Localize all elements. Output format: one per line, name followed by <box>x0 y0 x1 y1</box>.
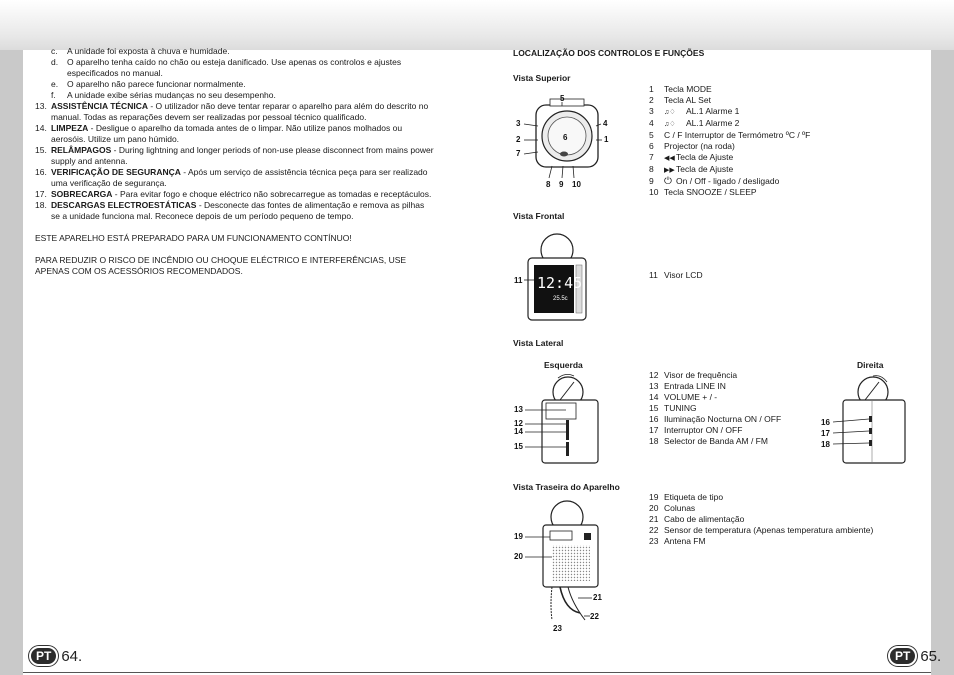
legend-item <box>649 106 810 118</box>
legend-item <box>649 492 873 503</box>
legend-text: Entrada LINE IN <box>664 381 726 391</box>
page-number-right <box>888 646 941 666</box>
legend-number: 10 <box>649 187 659 197</box>
item-title: LIMPEZA <box>51 123 89 133</box>
num-20: 20 <box>514 552 523 561</box>
legend-number: 4 <box>649 118 654 128</box>
legend-text: VOLUME + / - <box>664 392 718 402</box>
footer-rule <box>23 672 931 673</box>
legend-text: Projector (na roda) <box>664 141 735 151</box>
legend-text: Antena FM <box>664 536 706 546</box>
legend-number: 3 <box>649 106 654 116</box>
music-bell-icon: ♫♢ <box>664 121 676 128</box>
legend-item <box>649 370 781 381</box>
forward-icon: ▶▶ <box>664 167 675 174</box>
legend-text: C / F Interruptor de Termómetro ºC / ºF <box>664 130 811 140</box>
legend-text: Iluminação Nocturna ON / OFF <box>664 414 782 424</box>
legend-number: 5 <box>649 130 654 140</box>
item-title: ASSISTÊNCIA TÉCNICA <box>51 101 148 111</box>
num-4: 4 <box>603 119 608 128</box>
item-number: 18. <box>35 200 47 210</box>
legend-number: 19 <box>649 492 659 502</box>
legend-item <box>649 514 873 525</box>
item-text: A unidade foi exposta à chuva e humidade. <box>67 46 230 56</box>
top-view-label: Vista Superior <box>513 73 571 83</box>
num-12: 12 <box>514 419 523 428</box>
num-1: 1 <box>604 135 609 144</box>
legend-text: Tecla de Ajuste <box>676 164 734 174</box>
legend-item <box>649 392 781 403</box>
legend-number: 8 <box>649 164 654 174</box>
back-view-list <box>649 492 873 547</box>
num-10: 10 <box>572 180 581 189</box>
num-5: 5 <box>560 94 565 103</box>
num-6: 6 <box>563 133 568 142</box>
legend-number: 23 <box>649 536 659 546</box>
legend-item <box>649 130 810 141</box>
legend-number: 6 <box>649 141 654 151</box>
top-view-diagram <box>510 90 620 195</box>
legend-item <box>649 503 873 514</box>
legend-number: 13 <box>649 381 659 391</box>
legend-text: Tecla MODE <box>664 84 712 94</box>
item-title: SOBRECARGA <box>51 189 113 199</box>
item-text: - Desconecte das fontes de alimentação e remova as pilhas se a unidade funciona mal. Reconece depois de um período pequeno de tempo. <box>51 200 425 221</box>
item-text: - Desligue o aparelho da tomada antes de o limpar. Não utilize panos molhados ou aerosóis. Utilize um pano húmido. <box>51 123 403 144</box>
legend-text: Cabo de alimentação <box>664 514 745 524</box>
item-marker: f. <box>51 90 56 100</box>
legend-text: Selector de Banda AM / FM <box>664 436 768 446</box>
legend-number: 11 <box>649 270 658 280</box>
left-side-label: Esquerda <box>544 360 583 370</box>
legend-item <box>649 414 781 425</box>
legend-text: Colunas <box>664 503 696 513</box>
item-number: 13. <box>35 101 47 111</box>
legend-item <box>649 187 810 198</box>
side-view-label: Vista Lateral <box>513 338 564 348</box>
item-text: - Após um serviço de assistência técnica peça para ser realizado uma verificação de segurança. <box>51 167 428 188</box>
num-19: 19 <box>514 532 523 541</box>
item-text: - During lightning and longer periods of non-use please disconnect from mains power supply and antenna. <box>51 145 434 166</box>
num-15: 15 <box>514 442 523 451</box>
num-3: 3 <box>516 119 521 128</box>
item-title: DESCARGAS ELECTROESTÁTICAS <box>51 200 197 210</box>
page-number: 65. <box>920 647 942 665</box>
legend-item <box>649 164 810 176</box>
legend-text: Visor LCD <box>664 270 703 280</box>
legend-text: Tecla SNOOZE / SLEEP <box>664 187 757 197</box>
legend-item <box>649 152 810 164</box>
legend-item <box>649 270 703 281</box>
legend-number: 9 <box>649 176 654 186</box>
legend-text: Tecla AL Set <box>664 95 711 105</box>
power-icon: ⏻ <box>664 176 672 187</box>
item-marker: c. <box>51 46 58 56</box>
item-number: 15. <box>35 145 47 155</box>
legend-number: 15 <box>649 403 659 413</box>
legend-item <box>649 381 781 392</box>
lcd-temp: 25.5c <box>553 296 568 302</box>
item-title: VERIFICAÇÃO DE SEGURANÇA <box>51 167 181 177</box>
legend-item <box>649 95 810 106</box>
legend-text: AL.1 Alarme 2 <box>686 118 740 128</box>
legend-number: 20 <box>649 503 659 513</box>
safety-item <box>35 123 435 145</box>
left-page-text <box>35 46 435 277</box>
num-2: 2 <box>516 135 521 144</box>
back-view-diagram <box>510 495 620 635</box>
legend-number: 22 <box>649 525 659 535</box>
language-badge: PT <box>29 646 58 666</box>
legend-item <box>649 403 781 414</box>
num-13: 13 <box>514 405 523 414</box>
right-side-label: Direita <box>857 360 884 370</box>
left-margin-bar <box>0 50 23 675</box>
legend-number: 1 <box>649 84 654 94</box>
safety-item <box>35 145 435 167</box>
legend-item <box>649 525 873 536</box>
num-7: 7 <box>516 149 521 158</box>
safety-item <box>35 200 435 222</box>
fire-risk-warning: PARA REDUZIR O RISCO DE INCÊNDIO OU CHOQUE ELÉCTRICO E INTERFERÊNCIAS, USE APENAS COM OS ACESSÓRIOS RECOMENDADOS. <box>35 255 407 276</box>
legend-item <box>649 84 810 95</box>
legend-number: 21 <box>649 514 659 524</box>
legend-text: Visor de frequência <box>664 370 738 380</box>
rewind-icon: ◀◀ <box>664 155 675 162</box>
right-margin-bar <box>931 50 954 675</box>
num-17: 17 <box>821 429 830 438</box>
legend-item <box>649 118 810 130</box>
item-number: 14. <box>35 123 47 133</box>
front-view-diagram <box>510 228 620 328</box>
safety-item <box>35 101 435 123</box>
item-number: 17. <box>35 189 47 199</box>
page-number-left <box>29 646 82 666</box>
side-left-diagram <box>510 370 620 470</box>
item-text: - O utilizador não deve tentar reparar o aparelho para além do descrito no manual. Todas as reparações devem ser realizadas por pessoal técnico qualificado. <box>51 101 429 122</box>
back-view-label: Vista Traseira do Aparelho <box>513 482 620 492</box>
lcd-time: 12:45 <box>537 274 583 292</box>
item-marker: d. <box>51 57 59 67</box>
item-text: A unidade exibe sérias mudanças no seu desempenho. <box>67 90 276 100</box>
legend-item <box>649 141 810 152</box>
legend-number: 2 <box>649 95 654 105</box>
sub-list-item <box>35 46 435 57</box>
legend-number: 16 <box>649 414 659 424</box>
num-22: 22 <box>590 612 599 621</box>
item-title: RELÂMPAGOS <box>51 145 112 155</box>
music-bell-icon: ♫♢ <box>664 109 676 116</box>
legend-item <box>649 425 781 436</box>
section-title: LOCALIZAÇÃO DOS CONTROLOS E FUNÇÕES <box>513 48 705 58</box>
side-right-diagram <box>815 370 915 470</box>
num-21: 21 <box>593 593 602 602</box>
legend-number: 7 <box>649 152 654 162</box>
legend-text: AL.1 Alarme 1 <box>686 106 740 116</box>
item-text: O aparelho não parece funcionar normalmente. <box>67 79 246 89</box>
legend-item <box>649 436 781 447</box>
sub-list-item <box>35 57 435 79</box>
legend-text: On / Off - ligado / desligado <box>676 176 780 186</box>
legend-number: 14 <box>649 392 659 402</box>
front-view-label: Vista Frontal <box>513 211 565 221</box>
top-view-list <box>649 84 810 198</box>
side-view-list <box>649 370 781 447</box>
num-16: 16 <box>821 418 830 427</box>
sub-list-item <box>35 79 435 90</box>
legend-number: 18 <box>649 436 659 446</box>
num-18: 18 <box>821 440 830 449</box>
legend-item <box>649 536 873 547</box>
num-23: 23 <box>553 624 562 633</box>
legend-number: 12 <box>649 370 659 380</box>
num-14: 14 <box>514 427 523 436</box>
front-view-list <box>649 270 703 281</box>
legend-item <box>649 176 810 187</box>
num-9: 9 <box>559 180 564 189</box>
legend-text: Sensor de temperatura (Apenas temperatura ambiente) <box>664 525 874 535</box>
legend-text: TUNING <box>664 403 697 413</box>
num-11: 11 <box>514 276 523 285</box>
legend-text: Etiqueta de tipo <box>664 492 724 502</box>
legend-text: Interruptor ON / OFF <box>664 425 743 435</box>
top-band <box>0 0 954 50</box>
sub-list-item <box>35 90 435 101</box>
safety-item <box>35 167 435 189</box>
legend-number: 17 <box>649 425 659 435</box>
item-text: - Para evitar fogo e choque eléctrico não sobrecarregue as tomadas e receptáculos. <box>112 189 432 199</box>
item-text: O aparelho tenha caído no chão ou esteja danificado. Use apenas os controlos e ajustes especificados no manual. <box>67 57 402 78</box>
num-8: 8 <box>546 180 551 189</box>
language-badge: PT <box>888 646 917 666</box>
item-number: 16. <box>35 167 47 177</box>
item-marker: e. <box>51 79 59 89</box>
page-number: 64. <box>61 647 83 665</box>
safety-item <box>35 189 435 200</box>
continuous-operation-note: ESTE APARELHO ESTÁ PREPARADO PARA UM FUNCIONAMENTO CONTÍNUO! <box>35 233 352 243</box>
legend-text: Tecla de Ajuste <box>676 152 734 162</box>
